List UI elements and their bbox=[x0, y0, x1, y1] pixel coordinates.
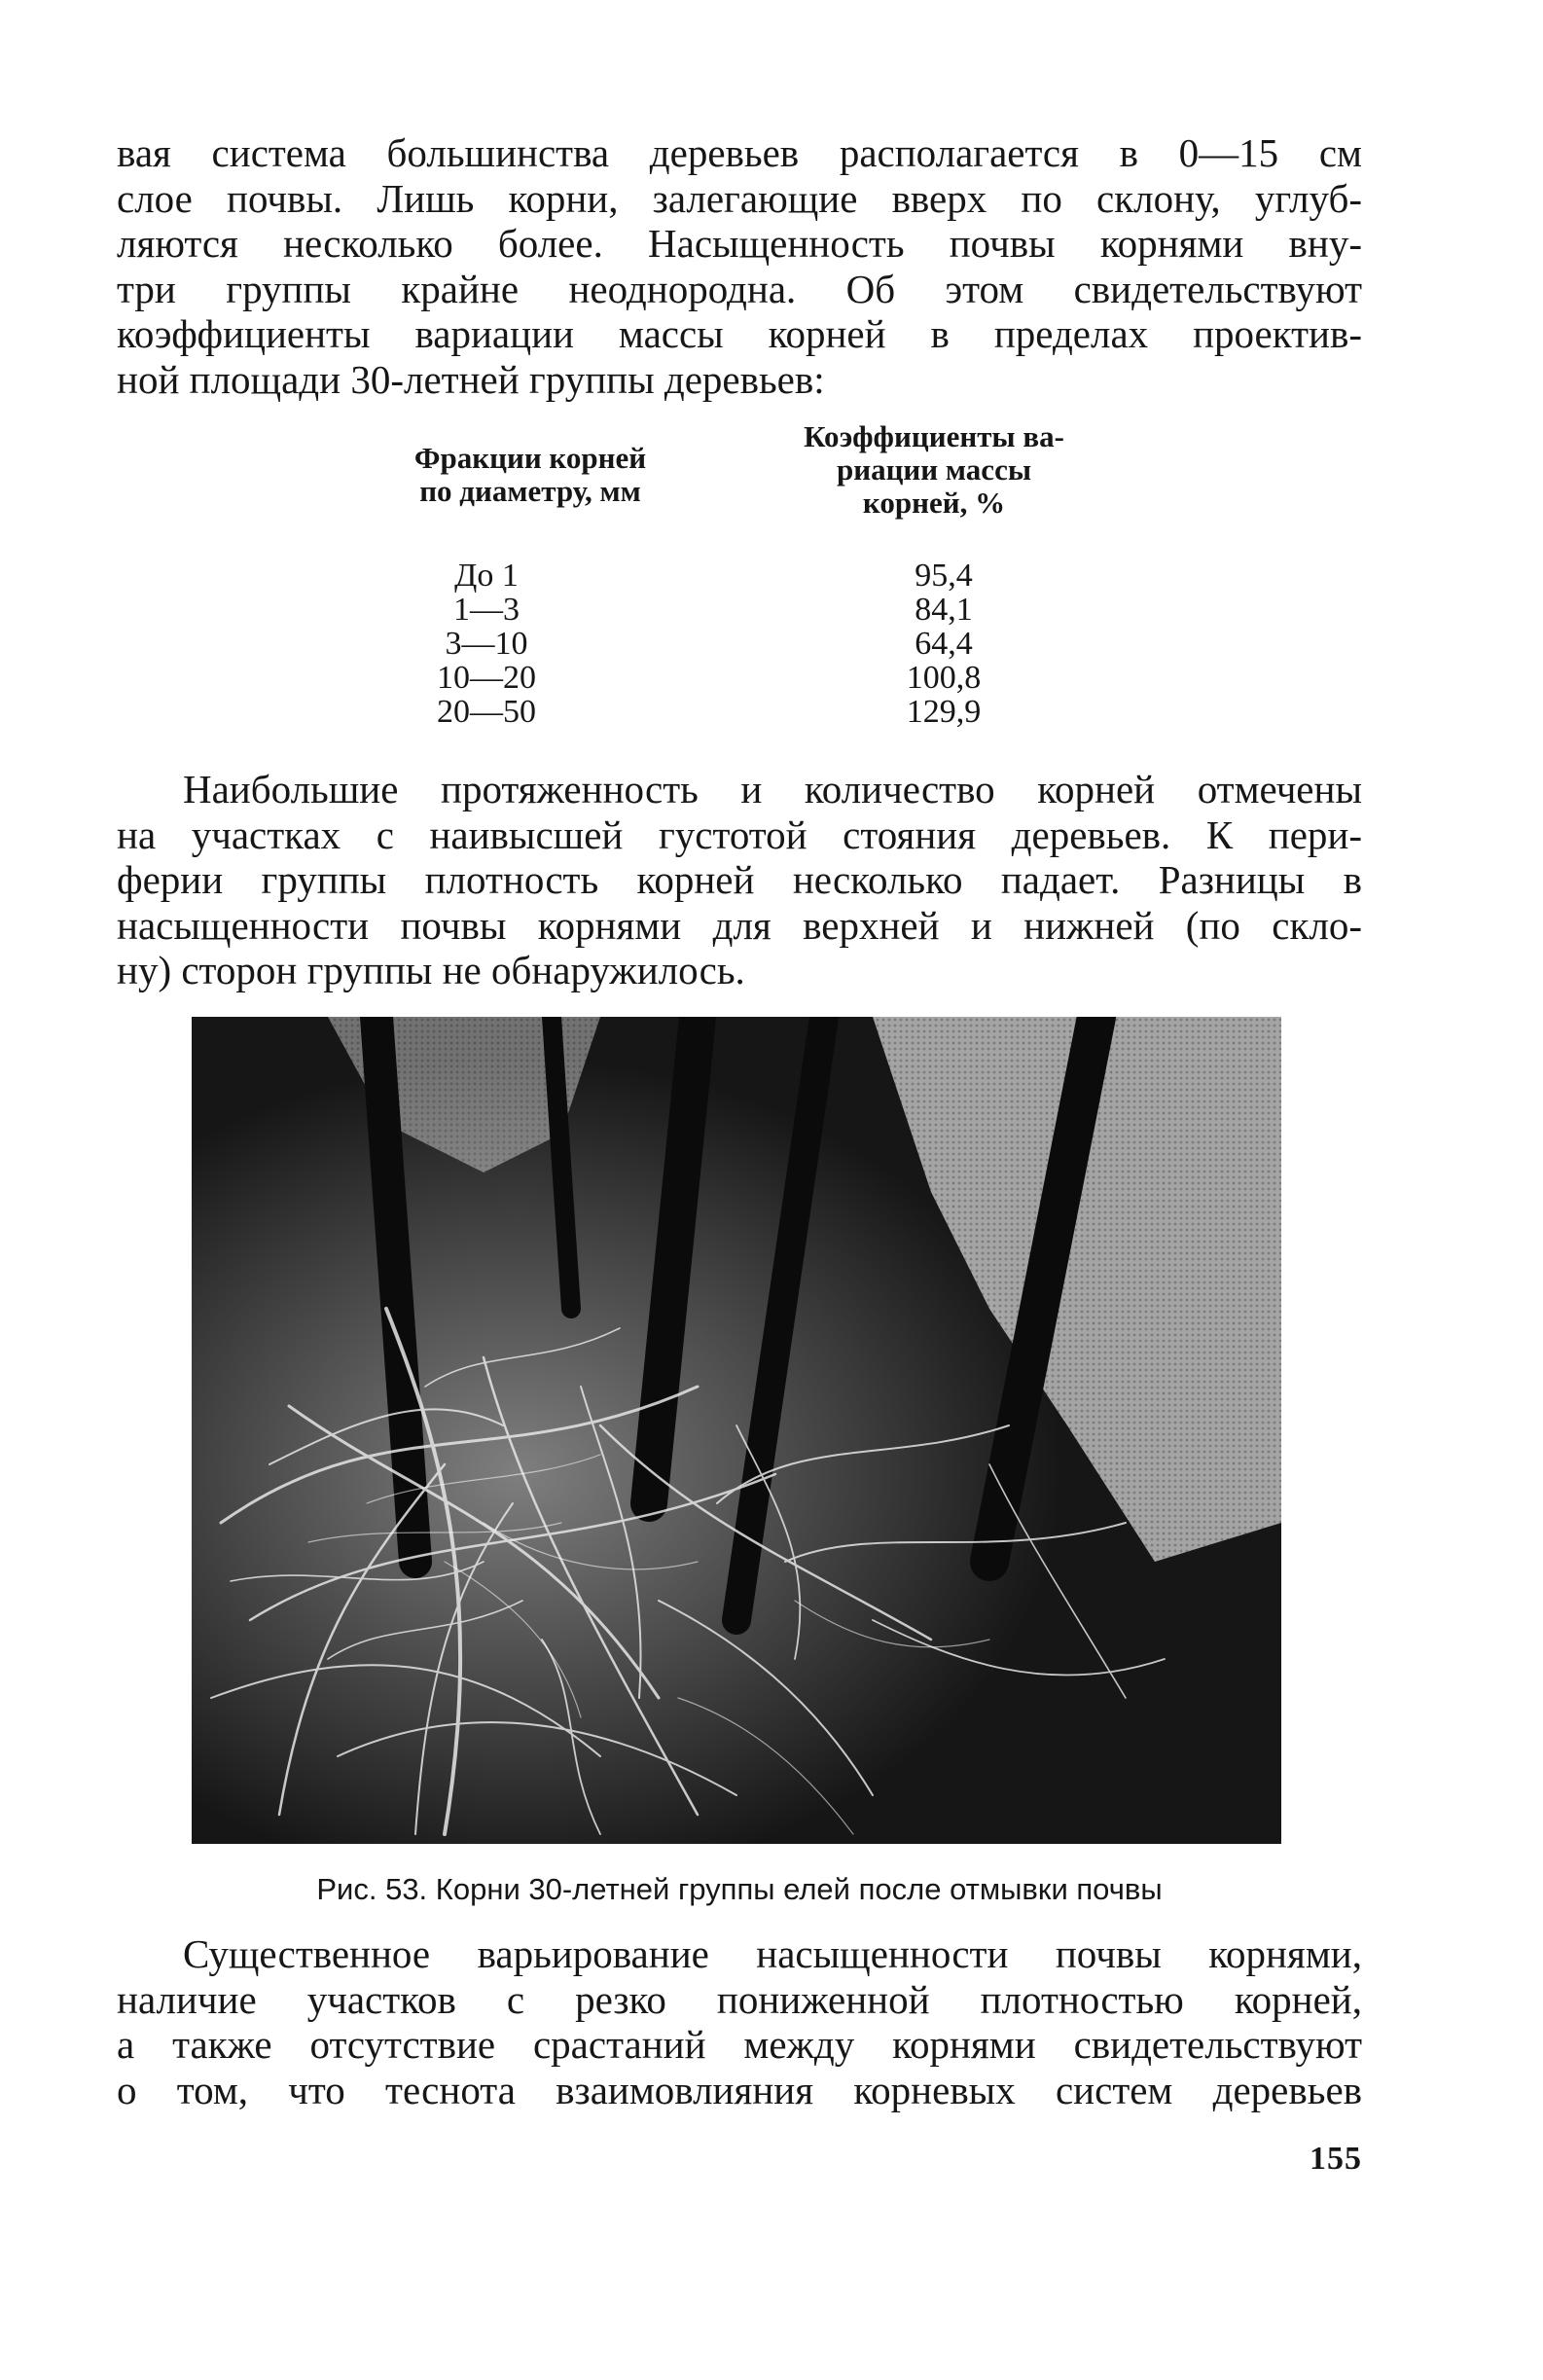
text-line: коэффициенты вариации массы корней в пределах проектив- bbox=[117, 311, 1362, 356]
header-line: корней, % bbox=[862, 486, 1006, 520]
text-line: ляются несколько более. Насыщенность почвы корнями вну- bbox=[117, 221, 1362, 266]
text-line: а также отсутствие срастаний между корнями свидетельствуют bbox=[117, 2022, 1362, 2067]
text-line: Наибольшие протяженность и количество корней отмечены bbox=[183, 767, 1362, 811]
value-cell: 84,1 bbox=[915, 592, 973, 628]
value-cell: 95,4 bbox=[915, 558, 973, 594]
header-line: Коэффициенты ва- bbox=[804, 419, 1064, 453]
header-line: Фракции корней bbox=[413, 441, 647, 475]
text-line: вая система большинства деревьев располагается в 0—15 см bbox=[117, 130, 1362, 175]
fraction-cell: 10—20 bbox=[437, 660, 536, 696]
text-line: насыщенности почвы корнями для верхней и нижней (по скло- bbox=[117, 902, 1362, 948]
value-cell: 129,9 bbox=[906, 694, 982, 730]
text-line: слое почвы. Лишь корни, залегающие вверх по склону, углуб- bbox=[117, 175, 1362, 221]
text-line: на участках с наивысшей густотой стояния деревьев. К пери- bbox=[117, 811, 1362, 857]
text-line: Существенное варьирование насыщенности почвы корнями, bbox=[183, 1931, 1362, 1976]
text-line: три группы крайне неоднородна. Об этом свидетельствуют bbox=[117, 266, 1362, 311]
table-row bbox=[370, 559, 1109, 593]
table-row bbox=[370, 627, 1109, 661]
roots-photo bbox=[192, 1017, 1281, 1844]
table-header-fraction bbox=[370, 442, 691, 508]
header-line: риации массы bbox=[836, 452, 1032, 487]
paragraph-2 bbox=[117, 767, 1362, 993]
roots-photo-illustration bbox=[192, 1017, 1281, 1844]
value-cell: 100,8 bbox=[906, 660, 982, 696]
text-line: наличие участков с резко пониженной плотностью корней, bbox=[117, 1976, 1362, 2022]
table-row bbox=[370, 593, 1109, 627]
figure-caption: Рис. 53. Корни 30-летней группы елей после отмывки почвы bbox=[316, 1872, 1163, 1906]
text-line: ной площади 30-летней группы деревьев: bbox=[117, 356, 825, 402]
table-header-coefficient bbox=[769, 420, 1099, 520]
fraction-cell: 20—50 bbox=[437, 694, 536, 730]
table-row bbox=[370, 661, 1109, 695]
text-line: о том, что теснота взаимовлияния корневых систем деревьев bbox=[117, 2067, 1362, 2112]
text-line: ферии группы плотность корней несколько падает. Разницы в bbox=[117, 857, 1362, 902]
text-line: ну) сторон группы не обнаружилось. bbox=[117, 948, 745, 992]
paragraph-3 bbox=[117, 1931, 1362, 2112]
fraction-cell: 1—3 bbox=[453, 592, 520, 628]
value-cell: 64,4 bbox=[915, 626, 973, 662]
fraction-cell: До 1 bbox=[454, 558, 519, 594]
table-row bbox=[370, 695, 1109, 729]
page-number: 155 bbox=[1310, 2141, 1362, 2177]
header-line: по диаметру, мм bbox=[419, 474, 641, 508]
table-body bbox=[370, 559, 1109, 729]
paragraph-1 bbox=[117, 130, 1362, 402]
fraction-cell: 3—10 bbox=[445, 626, 528, 662]
